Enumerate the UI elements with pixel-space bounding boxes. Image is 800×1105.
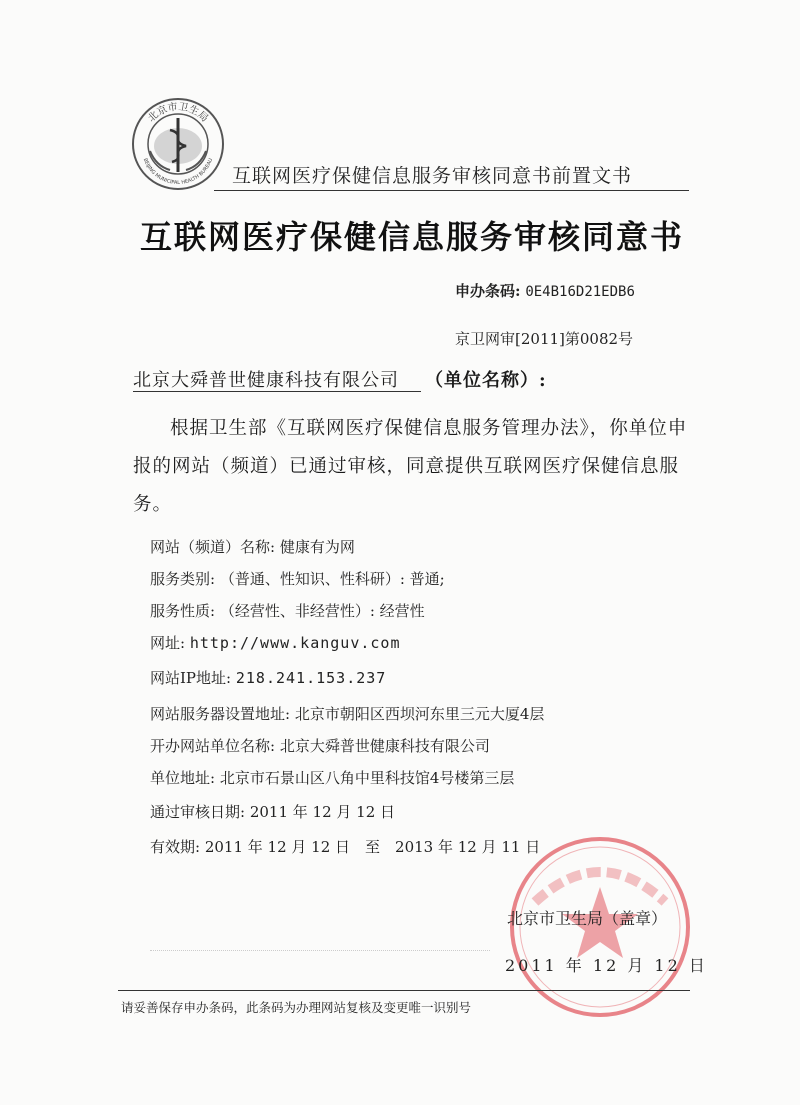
field-validity-period [150, 836, 540, 857]
addressee [133, 366, 547, 392]
application-code [455, 280, 635, 301]
field-ip-address [150, 667, 386, 688]
field-label: 网站（频道）名称: [150, 538, 276, 556]
field-label: 开办网站单位名称: [150, 737, 276, 755]
field-value: 北京市朝阳区西坝河东里三元大厦4层 [294, 705, 545, 723]
addressee-name: 北京大舜普世健康科技有限公司 [133, 370, 421, 392]
field-label: 有效期: [150, 838, 201, 856]
field-approval-date [150, 801, 395, 822]
issuer-name: 北京市卫生局（盖章） [507, 909, 668, 928]
header-divider [214, 190, 689, 191]
footer-divider [118, 990, 690, 991]
field-value: （普通、性知识、性科研）: 普通; [219, 570, 445, 588]
field-operating-company [150, 735, 490, 756]
field-company-address [150, 767, 514, 788]
field-label: 网站服务器设置地址: [150, 705, 291, 723]
field-value: 218.241.153.237 [235, 669, 387, 687]
reference-number: 京卫网审[2011]第0082号 [455, 330, 634, 348]
header-title: 互联网医疗保健信息服务审核同意书前置文书 [232, 165, 633, 187]
field-label: 服务性质: [150, 602, 216, 620]
application-code-label: 申办条码: [455, 282, 521, 300]
field-value: 北京大舜普世健康科技有限公司 [279, 737, 490, 755]
body-paragraph: 根据卫生部《互联网医疗保健信息服务管理办法》，你单位申报的网站（频道）已通过审核，同意提供互联网医疗保健信息服务。 [133, 418, 688, 515]
field-service-nature [150, 600, 425, 621]
svg-text:北京市卫生局: 北京市卫生局 [146, 101, 210, 125]
field-site-name [150, 536, 355, 557]
field-value: http://www.kanguv.com [189, 634, 401, 652]
faint-rule [150, 950, 490, 951]
field-label: 通过审核日期: [150, 803, 246, 821]
field-value: 健康有为网 [279, 538, 355, 556]
field-value: 2011 年 12 月 12 日 [249, 803, 396, 821]
field-label: 网站IP地址: [150, 669, 232, 687]
health-bureau-seal-logo [130, 96, 226, 192]
field-value: 2011 年 12 月 12 日 至 2013 年 12 月 11 日 [204, 838, 541, 856]
svg-text:BEIJING MUNICIPAL HEALTH BUREA: BEIJING MUNICIPAL HEALTH BUREAU [141, 157, 215, 187]
field-website-url [150, 632, 401, 653]
field-value: （经营性、非经营性）: 经营性 [219, 602, 425, 620]
footer-note: 请妥善保存申办条码，此条码为办理网站复核及变更唯一识别号 [121, 1000, 472, 1015]
issue-date: 2011 年 12 月 12 日 [505, 956, 708, 975]
field-value: 北京市石景山区八角中里科技馆4号楼第三层 [219, 769, 515, 787]
field-server-address [150, 703, 544, 724]
addressee-suffix: （单位名称）: [425, 370, 547, 391]
field-label: 网址: [150, 634, 186, 652]
field-service-category [150, 568, 445, 589]
field-label: 单位地址: [150, 769, 216, 787]
document-title: 互联网医疗保健信息服务审核同意书 [139, 218, 684, 256]
field-label: 服务类别: [150, 570, 216, 588]
application-code-value: 0E4B16D21EDB6 [525, 284, 635, 300]
